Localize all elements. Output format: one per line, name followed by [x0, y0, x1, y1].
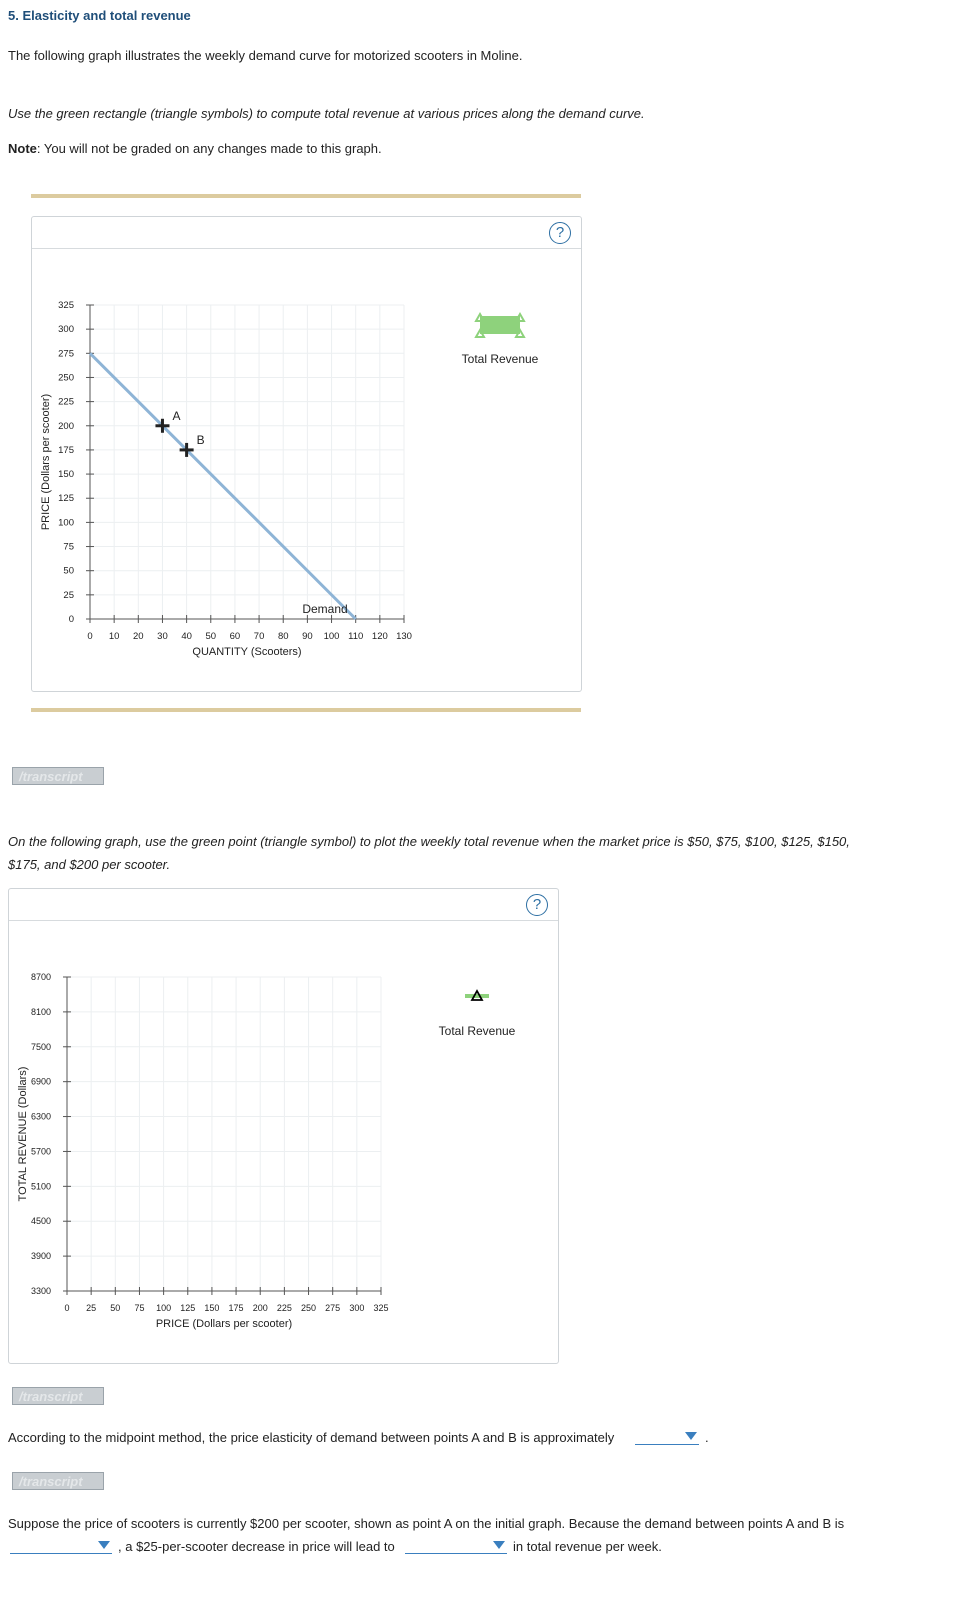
graph1-series — [90, 353, 356, 619]
green-bar-icon — [465, 994, 489, 998]
x-tick-label: 275 — [325, 1303, 341, 1313]
intro-text: The following graph illustrates the weekly demand curve for motorized scooters in Moline. — [8, 48, 523, 63]
chevron-down-icon — [685, 1432, 697, 1440]
chevron-down-icon — [493, 1541, 505, 1549]
x-tick-label: 100 — [156, 1303, 172, 1313]
y-tick-label: 75 — [63, 541, 74, 553]
revenue-change-dropdown[interactable] — [405, 1537, 507, 1554]
graph2-help-icon[interactable]: ? — [526, 894, 548, 916]
note-line — [8, 141, 382, 156]
x-tick-label: 50 — [205, 631, 217, 642]
question1-period: . — [705, 1430, 709, 1445]
total-revenue-point-tool[interactable] — [465, 991, 489, 1000]
page-title: 5. Elasticity and total revenue — [8, 8, 191, 23]
y-tick-label: 6300 — [30, 1111, 51, 1122]
y-tick-label: 325 — [58, 300, 74, 311]
question1-transcript-button[interactable]: /transcript — [12, 1472, 104, 1490]
graph2-panel — [8, 888, 559, 1364]
x-tick-label: 300 — [349, 1303, 365, 1313]
graph2-chart — [9, 889, 558, 1363]
graph1-chart — [32, 217, 581, 691]
instruction-text: Use the green rectangle (triangle symbols) to compute total revenue at various prices along the demand curve. — [8, 106, 645, 121]
y-tick-label: 100 — [58, 517, 74, 529]
y-tick-label: 150 — [58, 469, 74, 481]
y-tick-label: 6900 — [30, 1076, 51, 1087]
x-tick-label: 150 — [204, 1303, 220, 1313]
x-tick-label: 200 — [252, 1303, 268, 1313]
y-tick-label: 5700 — [30, 1146, 51, 1157]
x-tick-label: 50 — [110, 1303, 121, 1313]
note-label: Note — [8, 141, 37, 156]
x-tick-label: 130 — [396, 631, 412, 642]
graph1-y-axis-label: PRICE (Dollars per scooter) — [40, 393, 52, 531]
x-tick-label: 60 — [229, 631, 241, 642]
x-tick-label: 25 — [86, 1303, 97, 1313]
graph2-ticks — [31, 972, 389, 1313]
graph1-top-divider — [31, 194, 581, 198]
x-tick-label: 110 — [348, 631, 364, 642]
graph1-transcript-button[interactable]: /transcript — [12, 767, 104, 785]
x-tick-label: 30 — [157, 631, 168, 642]
graph2-legend-label: Total Revenue — [438, 1024, 516, 1038]
y-tick-label: 300 — [58, 324, 74, 336]
y-tick-label: 4500 — [30, 1216, 51, 1227]
y-tick-label: 25 — [63, 589, 74, 601]
question1-text: According to the midpoint method, the price elasticity of demand between points A and B is approximately — [8, 1430, 615, 1445]
x-tick-label: 100 — [323, 631, 340, 642]
x-tick-label: 0 — [64, 1303, 70, 1313]
graph2-prompt-line1: On the following graph, use the green point (triangle symbol) to plot the weekly total revenue when the market price is $50, $75, $100, $125, $150, — [8, 834, 850, 849]
demand-curve-line — [90, 353, 356, 619]
graph1-grid — [90, 305, 404, 619]
graph2-y-axis-label: TOTAL REVENUE (Dollars) — [17, 1066, 29, 1202]
x-tick-label: 40 — [181, 631, 192, 642]
y-tick-label: 8700 — [30, 972, 51, 982]
graph1-help-icon[interactable]: ? — [549, 222, 571, 244]
question2-line1: Suppose the price of scooters is currently $200 per scooter, shown as point A on the initial graph. Because the demand between points A and B is — [8, 1516, 845, 1531]
graph2-transcript-button[interactable]: /transcript — [12, 1387, 104, 1405]
y-tick-label: 275 — [58, 348, 74, 360]
y-tick-label: 3300 — [30, 1286, 51, 1296]
elasticity-dropdown[interactable] — [635, 1428, 699, 1445]
x-tick-label: 120 — [371, 631, 388, 642]
x-tick-label: 10 — [108, 631, 120, 642]
x-tick-label: 175 — [228, 1303, 244, 1313]
demand-type-dropdown[interactable] — [10, 1537, 112, 1554]
y-tick-label: 50 — [63, 565, 74, 577]
x-tick-label: 0 — [87, 631, 93, 642]
question2-middle: , a $25-per-scooter decrease in price will lead to — [118, 1539, 395, 1554]
y-tick-label: 125 — [58, 493, 74, 505]
graph2-axes — [67, 977, 381, 1291]
x-tick-label: 70 — [253, 631, 265, 642]
point-label-a: A — [172, 408, 181, 423]
graph2-grid — [67, 977, 381, 1291]
x-tick-label: 80 — [277, 631, 289, 642]
y-tick-label: 250 — [58, 372, 74, 384]
graph1-axes — [90, 305, 404, 619]
x-tick-label: 90 — [302, 631, 313, 642]
graph1-x-axis-label: QUANTITY (Scooters) — [192, 646, 302, 658]
y-tick-label: 225 — [58, 396, 74, 408]
question2-end: in total revenue per week. — [513, 1539, 662, 1554]
graph1-panel — [31, 216, 582, 692]
x-tick-label: 325 — [373, 1303, 389, 1313]
y-tick-label: 3900 — [30, 1251, 51, 1262]
green-rectangle-icon[interactable] — [480, 316, 520, 334]
graph1-legend-label: Total Revenue — [461, 352, 539, 366]
y-tick-label: 175 — [58, 444, 74, 456]
x-tick-label: 250 — [301, 1303, 317, 1313]
y-tick-label: 200 — [58, 420, 74, 432]
y-tick-label: 8100 — [30, 1006, 51, 1017]
y-tick-label: 5100 — [30, 1181, 51, 1192]
x-tick-label: 225 — [276, 1303, 292, 1313]
graph2-prompt-line2: $175, and $200 per scooter. — [8, 857, 171, 872]
chevron-down-icon — [98, 1541, 110, 1549]
total-revenue-rectangle-tool[interactable] — [476, 314, 524, 337]
point-label-b: B — [196, 432, 205, 447]
y-tick-label: 0 — [68, 614, 74, 625]
x-tick-label: 20 — [133, 631, 144, 642]
note-text: : You will not be graded on any changes made to this graph. — [36, 141, 382, 156]
y-tick-label: 7500 — [30, 1041, 51, 1052]
x-tick-label: 75 — [134, 1303, 145, 1313]
demand-curve-label: Demand — [302, 602, 348, 616]
graph2-x-axis-label: PRICE (Dollars per scooter) — [155, 1318, 293, 1330]
graph1-bottom-divider — [31, 708, 581, 712]
x-tick-label: 125 — [180, 1303, 196, 1313]
